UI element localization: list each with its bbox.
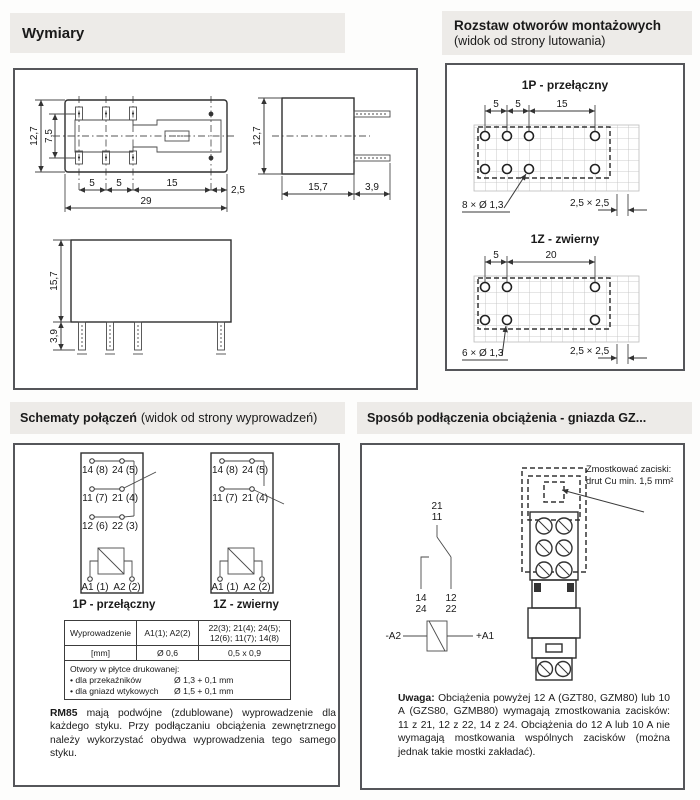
dim-height: 12,7	[29, 126, 40, 146]
section-header-wymiary	[10, 13, 345, 53]
dim-seg4: 2,5	[231, 185, 245, 196]
relay-pins	[77, 322, 226, 354]
dim2: 20	[545, 250, 557, 261]
terminal-block	[530, 512, 578, 580]
schematic-1p-label: 1P - przełączny	[72, 599, 156, 611]
contact-symbol	[421, 525, 451, 589]
uwaga-note-bold: Uwaga:	[398, 693, 435, 704]
pin-label-24: 24 (5)	[111, 465, 139, 476]
section-title: Rozstaw otworów montażowych	[454, 18, 662, 33]
grid-label: 2,5 × 2,5	[570, 346, 610, 357]
dim-total: 29	[140, 196, 152, 207]
schematic-1z-label: 1Z - zwierny	[213, 599, 279, 611]
holes-note-line	[70, 686, 285, 696]
dim-seg2: 5	[116, 178, 122, 189]
construction-lines	[53, 96, 237, 192]
pin-label-14: 14 (8)	[81, 465, 109, 476]
table-cell: Ø 0,6	[137, 646, 199, 661]
schematic-1p-drawing	[80, 452, 160, 594]
table-cell: Wyprowadzenie	[65, 621, 137, 646]
relay-side-view-drawing	[250, 80, 415, 225]
coil-label-a2: A2 (2)	[113, 582, 141, 593]
coil-label-a1: A1 (1)	[211, 582, 239, 593]
relay-body	[71, 240, 231, 322]
coil-symbol	[220, 548, 262, 576]
mounting-1p-title: 1P - przełączny	[521, 78, 609, 92]
note-label: dla gniazd wtykowych	[75, 686, 159, 696]
socket-drawing	[514, 460, 684, 684]
bullet: •	[70, 675, 74, 685]
section-header-sposob	[357, 402, 692, 434]
dim-seg3: 15	[166, 178, 178, 189]
relay-front-view-drawing	[25, 228, 250, 378]
pin-label-14: 14 (8)	[211, 465, 239, 476]
table-cell: 0,5 x 0,9	[199, 646, 291, 661]
section-title: Schematy połączeń	[20, 411, 137, 425]
pin-label-12: 12 (6)	[81, 521, 109, 532]
pin-label-11: 11 (7)	[82, 493, 108, 504]
pcb-grid	[474, 125, 639, 191]
pin-terminals	[88, 459, 135, 582]
pin-label-22: 22 (3)	[111, 521, 139, 532]
dim-seg1: 5	[89, 178, 95, 189]
bridge-note: Zmostkować zaciski: drut Cu min. 1,5 mm²	[586, 464, 674, 486]
coil-label-a2: A2 (2)	[243, 582, 271, 593]
pcb-grid	[474, 276, 639, 342]
pin-label-21: 21 (4)	[241, 493, 269, 504]
schematic-1z-drawing	[210, 452, 290, 594]
coil-label-a1: A1 (1)	[81, 582, 109, 593]
dim1: 5	[493, 250, 499, 261]
note-value: Ø 1,3 + 0,1 mm	[174, 675, 234, 685]
note-value: Ø 1,5 + 0,1 mm	[174, 686, 234, 696]
pin-label-24: 24	[415, 604, 427, 615]
pin-label-11: 11	[431, 512, 443, 523]
holes-label: 6 × Ø 1,3	[462, 348, 504, 359]
pin-label-24: 24 (5)	[241, 465, 269, 476]
dim-pin-length: 3,9	[365, 182, 379, 193]
section-header-rozstaw	[442, 11, 692, 55]
section-title: Sposób podłączenia obciążenia - gniazda GZ...	[367, 411, 647, 425]
table-cell: [mm]	[65, 646, 137, 661]
dim2: 5	[515, 99, 521, 110]
section-subtitle: (widok od strony lutowania)	[454, 34, 606, 48]
table-row	[65, 621, 291, 646]
dim-pin-length: 3,9	[49, 329, 60, 343]
holes-note-title: Otwory w płytce drukowanej:	[70, 664, 180, 674]
dim-height: 12,7	[252, 126, 263, 146]
table-notes-cell	[65, 661, 291, 700]
pin-label-21: 21 (4)	[111, 493, 139, 504]
pin-terminals	[218, 459, 265, 582]
terminal-table	[64, 620, 291, 700]
rm85-note-text: mają podwójne (zdublowane) wyprowadzenie dla każdego styku. Przy podłączaniu obciążenia zewnętrznego należy wykorzystać obydwa wyprowadzenia tego samego styku.	[50, 708, 336, 760]
pin-label-21: 21	[431, 501, 443, 512]
mounting-1p-drawing	[452, 94, 678, 226]
rm85-note	[50, 707, 336, 761]
pin-label-22: 22	[445, 604, 457, 615]
dim-body-height: 15,7	[49, 271, 60, 291]
coil-label-a1: +A1	[476, 631, 495, 642]
coil-symbol	[90, 548, 132, 576]
bridge-outline	[522, 468, 586, 572]
coil-symbol	[403, 621, 473, 651]
pin-label-11: 11 (7)	[212, 493, 238, 504]
mounting-1z-drawing	[452, 248, 678, 368]
table-cell: A1(1); A2(2)	[137, 621, 199, 646]
table-row	[65, 661, 291, 700]
socket-body	[528, 580, 580, 680]
dim-pin-row-spacing: 7,5	[44, 129, 55, 143]
rm85-note-bold: RM85	[50, 708, 78, 719]
table-row	[65, 646, 291, 661]
table-cell: 22(3); 21(4); 24(5); 12(6); 11(7); 14(8)	[199, 621, 291, 646]
relay-pins	[76, 107, 214, 164]
holes-label: 8 × Ø 1,3	[462, 200, 504, 211]
uwaga-note-text: Obciążenia powyżej 12 A (GZT80, GZM80) lub 10 A (GZS80, GZMB80) wymagają zmostkowania zacisków: 11 z 21, 12 z 22, 14 z 24. Obciążenia do 12 A lub 10 A nie wymagają mostkowania wspólnych zacisków (można jednak takie mostki zakładać).	[398, 693, 670, 758]
mounting-1z-title: 1Z - zwierny	[530, 232, 600, 246]
dimension-lines	[35, 100, 227, 212]
pin-label-12: 12	[445, 593, 457, 604]
load-circuit-drawing	[385, 497, 513, 655]
pin-label-14: 14	[415, 593, 427, 604]
dim3: 15	[556, 99, 568, 110]
section-subtitle: (widok od strony wyprowadzeń)	[140, 411, 318, 425]
section-title: Wymiary	[22, 24, 85, 42]
section-header-schematy	[10, 402, 345, 434]
dim1: 5	[493, 99, 499, 110]
coil-label-a2: -A2	[385, 631, 401, 642]
holes-note-line	[70, 675, 285, 685]
dim-body-length: 15,7	[308, 182, 328, 193]
uwaga-note	[398, 692, 670, 759]
bridge-leader-line	[562, 490, 644, 512]
bullet: •	[70, 686, 74, 696]
grid-label: 2,5 × 2,5	[570, 198, 610, 209]
relay-top-view-drawing	[25, 80, 250, 225]
note-label: dla przekaźników	[75, 675, 142, 685]
